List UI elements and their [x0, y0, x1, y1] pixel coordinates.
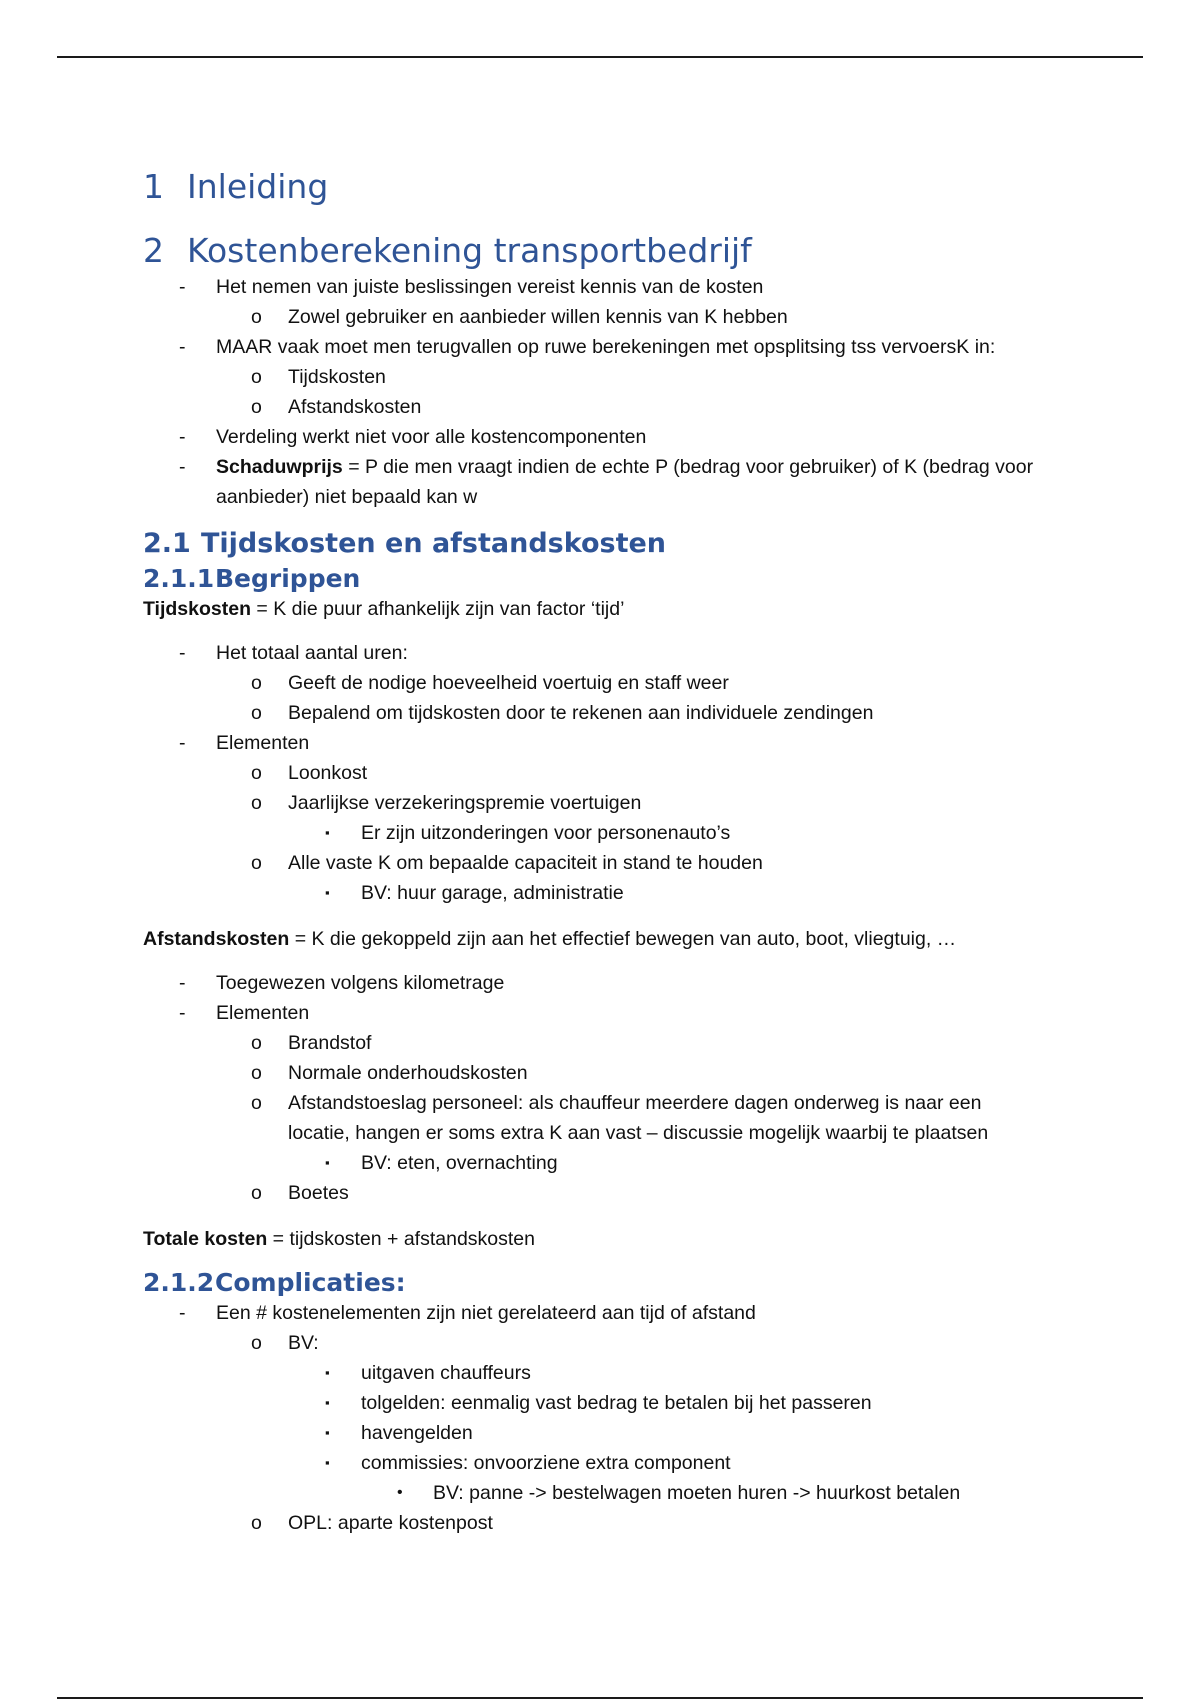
totale-kosten-definition: Totale kosten = tijdskosten + afstandskosten	[143, 1228, 535, 1250]
list-item: o Normale onderhoudskosten	[251, 1062, 528, 1084]
tijdskosten-list	[143, 638, 1063, 908]
intro-list	[143, 272, 1063, 512]
list-item: o Loonkost	[251, 762, 368, 784]
list-item: - Het nemen van juiste beslissingen vereist kennis van de kosten	[179, 276, 764, 298]
footer-rule	[57, 1697, 1143, 1699]
list-item: - Een # kostenelementen zijn niet gerelateerd aan tijd of afstand	[179, 1302, 756, 1324]
heading-inleiding: 1 Inleiding	[143, 167, 329, 206]
list-item: o Geeft de nodige hoeveelheid voertuig en staff weer	[251, 672, 729, 694]
list-item: o Alle vaste K om bepaalde capaciteit in stand te houden	[251, 852, 763, 874]
heading-kostenberekening: 2 Kostenberekening transportbedrijf	[143, 231, 752, 270]
heading-tijdskosten-afstandskosten: 2.1 Tijdskosten en afstandskosten	[143, 528, 667, 559]
list-item: - Elementen	[179, 732, 310, 754]
afstandskosten-list	[143, 968, 1063, 1208]
heading-begrippen: 2.1.1 Begrippen	[143, 564, 361, 593]
heading-complicaties: 2.1.2 Complicaties:	[143, 1268, 406, 1297]
list-item: - MAAR vaak moet men terugvallen op ruwe berekeningen met opsplitsing tss vervoersK in:	[179, 336, 996, 358]
tijdskosten-definition: Tijdskosten = K die puur afhankelijk zijn van factor ‘tijd’	[143, 598, 625, 620]
list-item: - Elementen	[179, 1002, 310, 1024]
list-item: ▪ BV: eten, overnachting	[325, 1152, 558, 1174]
list-item: o Jaarlijkse verzekeringspremie voertuigen	[251, 792, 642, 814]
list-item: • BV: panne -> bestelwagen moeten huren -> huurkost betalen	[397, 1482, 961, 1504]
complicaties-list	[143, 1298, 1063, 1538]
list-item: o Boetes	[251, 1182, 349, 1204]
list-item: ▪ havengelden	[325, 1422, 473, 1444]
list-item: ▪ Er zijn uitzonderingen voor personenauto’s	[325, 822, 731, 844]
list-item: o Afstandstoeslag personeel: als chauffeur meerdere dagen onderweg is naar een	[251, 1092, 982, 1114]
list-item: - Schaduwprijs = P die men vraagt indien de echte P (bedrag voor gebruiker) of K (bedrag voor	[179, 456, 1034, 478]
list-item: - Het totaal aantal uren:	[179, 642, 408, 664]
list-item: ▪ commissies: onvoorziene extra component	[325, 1452, 731, 1474]
list-item: o Brandstof	[251, 1032, 372, 1054]
list-item: o Tijdskosten	[251, 366, 386, 388]
list-item: ▪ uitgaven chauffeurs	[325, 1362, 531, 1384]
list-item: o BV:	[251, 1332, 319, 1354]
list-item: o OPL: aparte kostenpost	[251, 1512, 493, 1534]
list-item-continuation: aanbieder) niet bepaald kan w	[216, 486, 478, 508]
list-item: o Zowel gebruiker en aanbieder willen kennis van K hebben	[251, 306, 788, 328]
list-item: - Verdeling werkt niet voor alle kostencomponenten	[179, 426, 647, 448]
header-rule	[57, 56, 1143, 58]
list-item: ▪ tolgelden: eenmalig vast bedrag te betalen bij het passeren	[325, 1392, 872, 1414]
list-item: - Toegewezen volgens kilometrage	[179, 972, 505, 994]
list-item: o Afstandskosten	[251, 396, 422, 418]
list-item: ▪ BV: huur garage, administratie	[325, 882, 624, 904]
document-body	[143, 160, 1063, 1538]
list-item: o Bepalend om tijdskosten door te rekenen aan individuele zendingen	[251, 702, 874, 724]
afstandskosten-definition: Afstandskosten = K die gekoppeld zijn aan het effectief bewegen van auto, boot, vliegtuig, …	[143, 928, 957, 950]
list-item-continuation: locatie, hangen er soms extra K aan vast – discussie mogelijk waarbij te plaatsen	[288, 1122, 989, 1144]
